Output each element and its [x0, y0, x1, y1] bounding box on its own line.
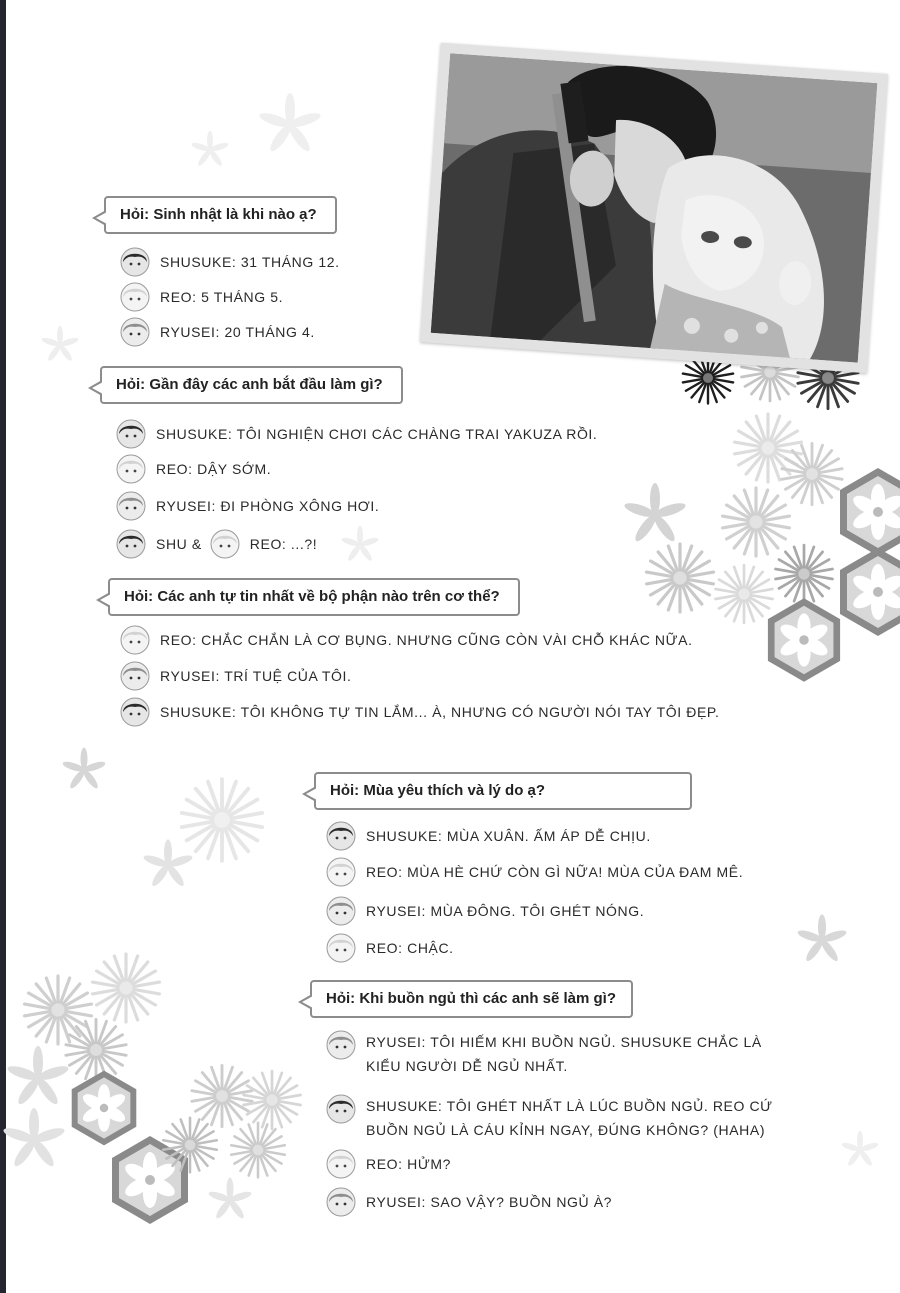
- answer-row: [326, 1148, 451, 1180]
- answer-text: SHU &: [156, 536, 202, 552]
- answer-row: [326, 1094, 816, 1144]
- answer-row: [120, 696, 720, 728]
- question-text: Hỏi: Sinh nhật là khi nào ạ?: [120, 206, 317, 223]
- answer-row: [326, 1030, 766, 1080]
- avatar-medium-hair-icon: [120, 317, 150, 347]
- answer-text: SHUSUKE: TÔI NGHIỆN CHƠI CÁC CHÀNG TRAI YAKUZA RỒI.: [156, 426, 598, 442]
- question-bubble-when-sleepy: [310, 980, 633, 1018]
- answer-row: [116, 490, 379, 522]
- answer-text: REO: DẬY SỚM.: [156, 461, 272, 477]
- avatar-medium-hair-icon: [326, 896, 356, 926]
- answer-row: [120, 281, 283, 313]
- answer-text: RYUSEI: ĐI PHÒNG XÔNG HƠI.: [156, 498, 380, 514]
- answer-text: SHUSUKE: TÔI KHÔNG TỰ TIN LẮM... À, NHƯNG CÓ NGƯỜI NÓI TAY TÔI ĐẸP.: [160, 704, 720, 720]
- answer-text: RYUSEI: TRÍ TUỆ CỦA TÔI.: [160, 668, 352, 684]
- avatar-dark-hair-icon: [116, 419, 146, 449]
- answer-text: REO: HỬM?: [366, 1156, 452, 1172]
- question-bubble-recent-hobby: [100, 366, 403, 404]
- answer-row: [116, 418, 597, 450]
- manga-illustration-frame: [420, 43, 888, 374]
- avatar-light-hair-icon: [210, 529, 240, 559]
- question-bubble-birthday: [104, 196, 337, 234]
- answer-row: [326, 820, 651, 852]
- answer-row: [116, 528, 317, 560]
- avatar-dark-hair-icon: [120, 697, 150, 727]
- avatar-light-hair-icon: [120, 625, 150, 655]
- answer-text: RYUSEI: 20 THÁNG 4.: [160, 324, 315, 340]
- answer-text: RYUSEI: TÔI HIẾM KHI BUỒN NGỦ. SHUSUKE CHẮC LÀ KIỂU NGƯỜI DỄ NGỦ NHẤT.: [366, 1034, 762, 1074]
- answer-row: [326, 1186, 612, 1218]
- answer-text: RYUSEI: SAO VẬY? BUỒN NGỦ À?: [366, 1194, 613, 1210]
- answer-text: REO: ...?!: [249, 536, 318, 552]
- avatar-light-hair-icon: [326, 933, 356, 963]
- question-bubble-confident-body-part: [108, 578, 520, 616]
- answer-text: REO: CHẬC.: [366, 940, 454, 956]
- answer-row: [326, 856, 743, 888]
- avatar-dark-hair-icon: [326, 821, 356, 851]
- answer-text: SHUSUKE: TÔI GHÉT NHẤT LÀ LÚC BUỒN NGỦ. REO CỨ BUỒN NGỦ LÀ CÁU KỈNH NGAY, ĐÚNG KHÔNG? (HAHA): [366, 1098, 773, 1138]
- avatar-dark-hair-icon: [116, 529, 146, 559]
- avatar-light-hair-icon: [326, 857, 356, 887]
- avatar-dark-hair-icon: [326, 1094, 356, 1124]
- question-text: Hỏi: Mùa yêu thích và lý do ạ?: [330, 782, 546, 799]
- answer-row: [120, 660, 352, 692]
- answer-row: [326, 895, 644, 927]
- manga-illustration: [431, 53, 877, 362]
- answer-row: [120, 624, 693, 656]
- avatar-medium-hair-icon: [116, 491, 146, 521]
- answer-text: REO: 5 THÁNG 5.: [160, 289, 284, 305]
- answer-row: [120, 246, 340, 278]
- answer-text: SHUSUKE: 31 THÁNG 12.: [160, 254, 340, 270]
- answer-row: [326, 932, 454, 964]
- answer-row: [116, 453, 271, 485]
- question-text: Hỏi: Khi buồn ngủ thì các anh sẽ làm gì?: [326, 990, 617, 1007]
- answer-text: RYUSEI: MÙA ĐÔNG. TÔI GHÉT NÓNG.: [366, 903, 645, 919]
- answer-text: REO: MÙA HÈ CHỨ CÒN GÌ NỮA! MÙA CỦA ĐAM MÊ.: [366, 864, 744, 880]
- avatar-dark-hair-icon: [120, 247, 150, 277]
- avatar-medium-hair-icon: [326, 1187, 356, 1217]
- answer-row: [120, 316, 315, 348]
- avatar-light-hair-icon: [120, 282, 150, 312]
- avatar-light-hair-icon: [326, 1149, 356, 1179]
- question-text: Hỏi: Các anh tự tin nhất về bộ phận nào trên cơ thể?: [124, 588, 500, 605]
- answer-text: REO: CHẮC CHẮN LÀ CƠ BỤNG. NHƯNG CŨNG CÒN VÀI CHỖ KHÁC NỮA.: [160, 632, 693, 648]
- avatar-medium-hair-icon: [326, 1030, 356, 1060]
- answer-text: SHUSUKE: MÙA XUÂN. ẤM ÁP DỄ CHỊU.: [366, 828, 651, 844]
- avatar-light-hair-icon: [116, 454, 146, 484]
- question-text: Hỏi: Gần đây các anh bắt đầu làm gì?: [116, 376, 383, 393]
- question-bubble-favorite-season: [314, 772, 692, 810]
- avatar-medium-hair-icon: [120, 661, 150, 691]
